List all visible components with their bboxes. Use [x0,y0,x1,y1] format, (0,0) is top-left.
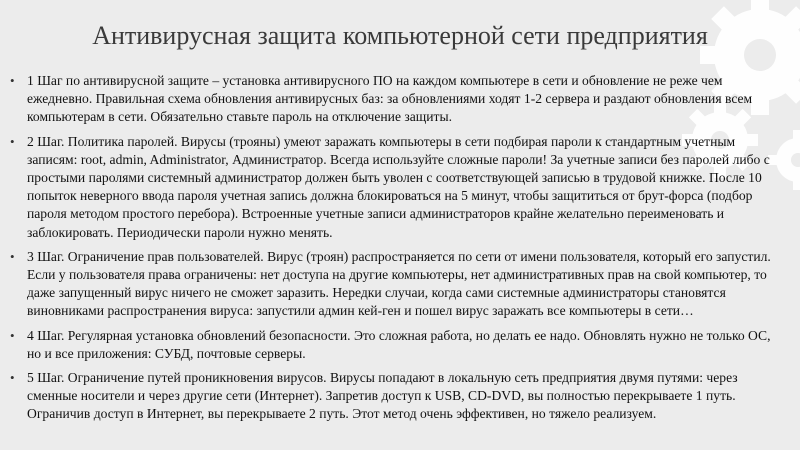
bullet-text: 4 Шаг. Регулярная установка обновлений безопасности. Это сложная работа, но делать ее надо. Обновлять нужно не только ОС, но и все приложения: СУБД, почтовые серверы. [27,327,771,361]
bullet-icon: • [10,248,15,264]
slide-title: Антивирусная защита компьютерной сети предприятия [92,21,708,51]
bullet-list [10,72,782,430]
list-item [10,369,782,424]
bullet-icon: • [10,327,15,343]
bullet-text: 1 Шаг по антивирусной защите – установка антивирусного ПО на каждом компьютере в сети и обновление не реже чем ежедневно. Правильная схема обновления антивирусных баз: за обновлениями ходят 1-2 сервера и раздают обновления всем компьютерам в сети. Обязательно ставьте пароль на отключение защиты. [27,73,753,125]
list-item [10,133,782,242]
bullet-icon: • [10,370,15,386]
bullet-text: 2 Шаг. Политика паролей. Вирусы (трояны) умеют заражать компьютеры в сети подбирая пароли к стандартным учетным записям: root, admin, Administrator, Администратор. Всегда используйте сложные пароли! За учетные записи без паролей либо с простыми паролями системный администратор должен быть уволен с соответствующей записью в трудовой книжке. После 10 попыток неверного ввода пароля учетная запись должна блокироваться на 5 минут, чтобы защититься от брут-форса (подбор пароля методом простого перебора). Встроенные учетные записи администраторов крайне желательно переименовать и заблокировать. Периодически пароли нужно менять. [27,133,770,240]
bullet-text: 3 Шаг. Ограничение прав пользователей. Вирус (троян) распространяется по сети от имени пользователя, который его запустил. Если у пользователя права ограничены: нет доступа на другие компьютеры, нет административных прав на свой компьютер, то даже запущенный вирус ничего не сможет заразить. Нередки случаи, когда сами системные администраторы становятся виновниками распространения вируса: запустили админ кей-ген и пошел вирус заражать все компьютеры в сети… [27,248,771,319]
bullet-text: 5 Шаг. Ограничение путей проникновения вирусов. Вирусы попадают в локальную сеть предприятия двумя путями: через сменные носители и через другие сети (Интернет). Запретив доступ к USB, CD-DVD, вы полностью перекрываете 1 путь. Ограничив доступ в Интернет, вы перекрываете 2 путь. Этот метод очень эффективен, но тяжело реализуем. [27,370,738,422]
list-item [10,248,782,321]
bullet-icon: • [10,133,15,149]
list-item [10,327,782,363]
bullet-icon: • [10,73,15,88]
list-item [10,72,782,127]
